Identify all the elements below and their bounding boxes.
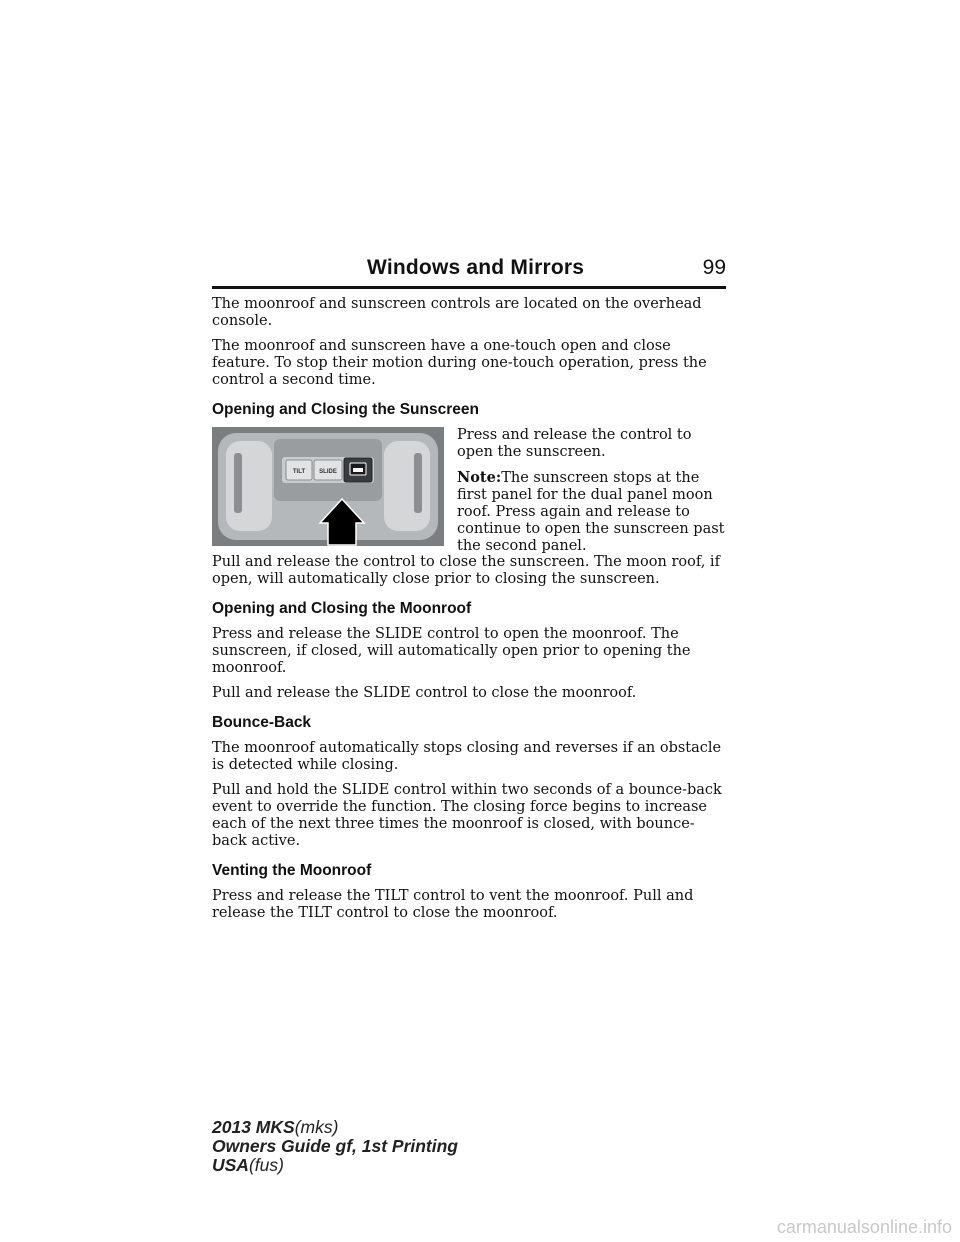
bounce-back-paragraph-2: Pull and hold the SLIDE control within two seconds of a bounce-back event to override the function. The closing force begins to increase each of the next three times the moonroof is closed, with bounce-back active. (212, 782, 722, 849)
page-title: Windows and Mirrors (367, 256, 585, 279)
watermark: carmanualsonline.info (776, 1217, 952, 1237)
tilt-label: TILT (292, 469, 306, 475)
page-number: 99 (702, 256, 726, 279)
moonroof-close-paragraph: Pull and release the SLIDE control to close the moonroof. (212, 685, 637, 701)
sunscreen-note (457, 469, 729, 555)
footer-model-line (212, 1118, 458, 1137)
page-footer (212, 1118, 458, 1175)
moonroof-heading: Opening and Closing the Moonroof (212, 600, 472, 617)
venting-heading: Venting the Moonroof (212, 862, 372, 879)
bounce-back-paragraph-1: The moonroof automatically stops closing and reverses if an obstacle is detected while closing. (212, 740, 722, 773)
overhead-console-illustration (212, 427, 444, 546)
page-content (212, 296, 728, 930)
page-header (212, 256, 726, 284)
venting-paragraph: Press and release the TILT control to vent the moonroof. Pull and release the TILT control to close the moonroof. (212, 888, 694, 921)
footer-model: 2013 MKS (212, 1117, 295, 1137)
note-label: Note: (457, 469, 502, 486)
footer-guide-line: Owners Guide gf, 1st Printing (212, 1136, 458, 1156)
sunscreen-heading: Opening and Closing the Sunscreen (212, 401, 479, 418)
sunscreen-open-text (457, 427, 729, 563)
header-rule (212, 286, 726, 289)
footer-model-code: (mks) (294, 1117, 339, 1137)
footer-region: USA (212, 1155, 249, 1175)
sunscreen-close-paragraph: Pull and release the control to close the sunscreen. The moon roof, if open, will automatically close prior to closing the sunscreen. (212, 554, 720, 587)
bounce-back-heading: Bounce-Back (212, 714, 312, 731)
slide-label: SLIDE (319, 469, 337, 475)
intro-paragraph: The moonroof and sunscreen controls are located on the overhead console. (212, 296, 702, 329)
sunscreen-open-paragraph: Press and release the control to open the sunscreen. (457, 427, 692, 460)
note-text: The sunscreen stops at the first panel for the dual panel moon roof. Press again and release to continue to open the sunscreen past the second panel. (457, 470, 725, 554)
one-touch-paragraph: The moonroof and sunscreen have a one-touch open and close feature. To stop their motion during one-touch operation, press the control a second time. (212, 338, 707, 388)
sunscreen-figure-block (212, 427, 728, 554)
footer-region-code: (fus) (248, 1155, 284, 1175)
footer-region-line (212, 1156, 458, 1175)
moonroof-open-paragraph: Press and release the SLIDE control to open the moonroof. The sunscreen, if closed, will automatically open prior to opening the moonroof. (212, 626, 691, 676)
